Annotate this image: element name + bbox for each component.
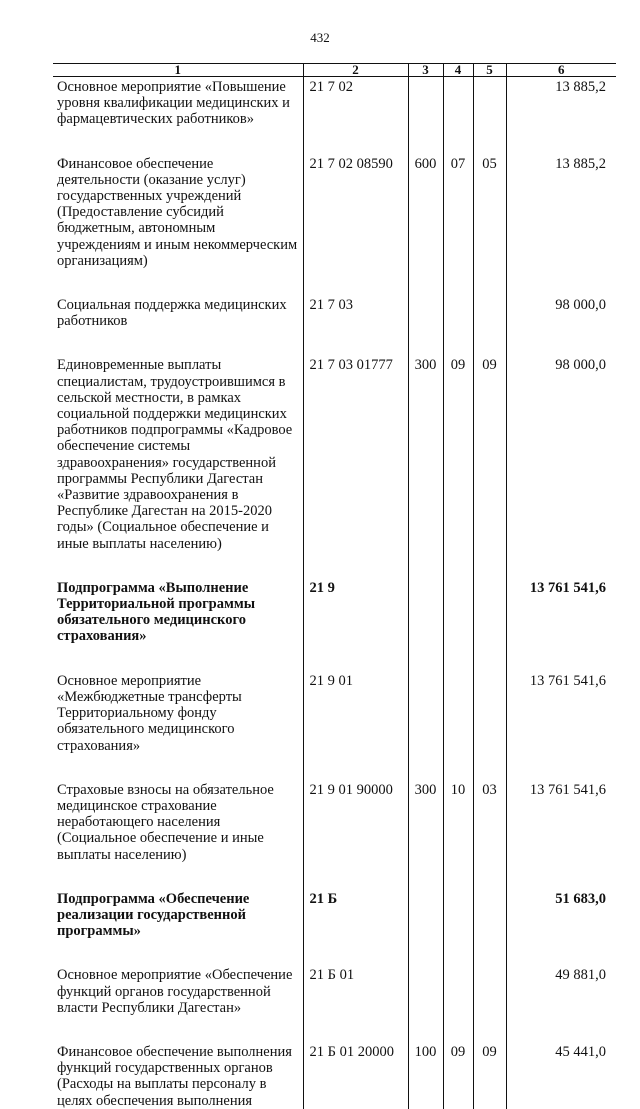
row-amount: 13 761 541,6: [506, 671, 616, 780]
row-pr: [473, 889, 506, 966]
row-code: 21 7 02: [303, 77, 408, 154]
row-vr: [408, 77, 443, 154]
row-amount: 13 761 541,6: [506, 780, 616, 889]
row-pr: 09: [473, 355, 506, 577]
row-name: Основное мероприятие «Межбюджетные трансферты Территориальному фонду обязательного медицинского страхования»: [57, 672, 242, 754]
row-pr: 03: [473, 780, 506, 889]
header-row: [53, 64, 616, 77]
row-vr: 300: [408, 355, 443, 577]
row-code: 21 9 01 90000: [303, 780, 408, 889]
table-row: [53, 965, 616, 1042]
row-code: 21 Б 01: [303, 965, 408, 1042]
row-pr: [473, 671, 506, 780]
row-rz: [443, 671, 473, 780]
row-pr: [473, 965, 506, 1042]
row-name: Финансовое обеспечение деятельности (оказание услуг) государственных учреждений (Предоставление субсидий бюджетным, автономным учреждениям и иным некоммерческим организациям): [57, 155, 298, 269]
row-rz: [443, 578, 473, 671]
row-rz: [443, 295, 473, 355]
column-header-vr: 3: [408, 64, 443, 77]
row-rz: [443, 889, 473, 966]
page-number: 432: [310, 30, 330, 45]
row-vr: [408, 671, 443, 780]
table-row: [53, 889, 616, 966]
row-amount: 51 683,0: [506, 889, 616, 966]
row-pr: 09: [473, 1042, 506, 1109]
row-rz: 07: [443, 154, 473, 295]
row-pr: [473, 295, 506, 355]
table-row: [53, 780, 616, 889]
row-name: Единовременные выплаты специалистам, трудоустроившимся в сельской местности, в рамках социальной поддержки медицинских работников подпрограммы «Кадровое обеспечение системы здравоохранения» государственной программы Республики Дагестан «Развитие здравоохранения в Республике Дагестан на 2015-2020 годы» (Социальное обеспечение и иные выплаты населению): [57, 357, 293, 552]
row-pr: [473, 77, 506, 154]
row-name: Финансовое обеспечение выполнения функций государственных органов (Расходы на выплаты персоналу в целях обеспечения выполнения: [57, 1043, 292, 1109]
row-amount: 45 441,0: [506, 1042, 616, 1109]
row-amount: 13 885,2: [506, 77, 616, 154]
column-header-rz: 4: [443, 64, 473, 77]
row-code: 21 7 02 08590: [303, 154, 408, 295]
row-code: 21 Б: [303, 889, 408, 966]
row-name: Основное мероприятие «Обеспечение функций органов государственной власти Республики Дагестан»: [57, 967, 293, 1016]
row-amount: 13 885,2: [506, 154, 616, 295]
row-code: 21 7 03: [303, 295, 408, 355]
row-vr: [408, 965, 443, 1042]
table-row: [53, 355, 616, 577]
row-name: Подпрограмма «Выполнение Территориальной программы обязательного медицинского страхования»: [57, 579, 256, 645]
row-vr: 100: [408, 1042, 443, 1109]
row-name: Подпрограмма «Обеспечение реализации государственной программы»: [57, 890, 250, 940]
row-pr: [473, 578, 506, 671]
row-code: 21 Б 01 20000: [303, 1042, 408, 1109]
row-rz: [443, 77, 473, 154]
row-amount: 13 761 541,6: [506, 578, 616, 671]
row-rz: 10: [443, 780, 473, 889]
row-amount: 98 000,0: [506, 355, 616, 577]
column-header-pr: 5: [473, 64, 506, 77]
table-body: [53, 77, 616, 1109]
column-header-name: 1: [53, 64, 303, 77]
table-row: [53, 154, 616, 295]
row-vr: [408, 578, 443, 671]
row-code: 21 7 03 01777: [303, 355, 408, 577]
row-vr: [408, 295, 443, 355]
row-pr: 05: [473, 154, 506, 295]
row-amount: 49 881,0: [506, 965, 616, 1042]
table-row: [53, 671, 616, 780]
row-code: 21 9: [303, 578, 408, 671]
row-rz: 09: [443, 355, 473, 577]
table-row: [53, 1042, 616, 1109]
table-row: [53, 77, 616, 154]
budget-table: [53, 63, 616, 1109]
row-code: 21 9 01: [303, 671, 408, 780]
column-header-amount: 6: [506, 64, 616, 77]
row-amount: 98 000,0: [506, 295, 616, 355]
row-name: Основное мероприятие «Повышение уровня квалификации медицинских и фармацевтических работников»: [57, 79, 290, 128]
column-header-code: 2: [303, 64, 408, 77]
row-vr: 300: [408, 780, 443, 889]
row-vr: 600: [408, 154, 443, 295]
table-row: [53, 295, 616, 355]
row-vr: [408, 889, 443, 966]
row-name: Страховые взносы на обязательное медицинское страхование неработающего населения (Социальное обеспечение и иные выплаты населению): [57, 781, 274, 863]
row-rz: [443, 965, 473, 1042]
table-row: [53, 578, 616, 671]
row-name: Социальная поддержка медицинских работников: [57, 297, 287, 330]
row-rz: 09: [443, 1042, 473, 1109]
